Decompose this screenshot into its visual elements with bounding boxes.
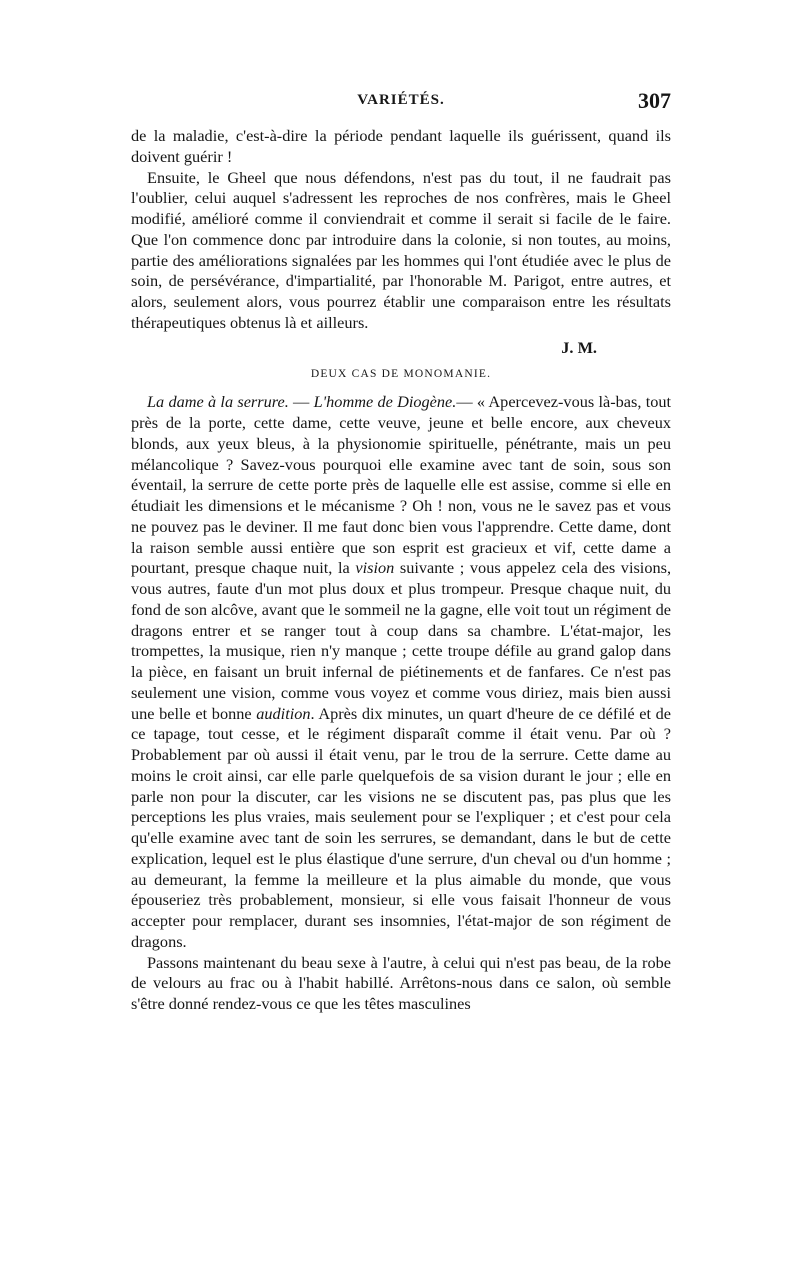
paragraph-3-text-c: . Après dix minutes, un quart d'heure de ce défilé et de ce tapage, tout cesse, et le régiment disparaît comme il était venu. Par où ? Probablement par où aussi il était venu, par le trou de la serrure. Cette dame au moins le croit ainsi, car elle parle quelquefois de sa vision durant le jour ; elle en parle non pour la discuter, car les visions ne se discutent pas, pas plus que les perceptions les plus vraies, mais seulement pour se l'expliquer ; et c'est pour cela qu'elle examine avec tant de soin les serrures, se demandant, dans le but de cette explication, lequel est le plus élastique d'une serrure, d'un cheval ou d'un homme ; au demeurant, la femme la meilleure et la plus aimable du monde, que vous épouseriez très probablement, monsieur, si elle vous faisait l'honneur de vous accepter pour remplacer, durant ses insomnies, l'état-major de son régiment de dragons. — [131, 703, 671, 951]
paragraph-2: Ensuite, le Gheel que nous défendons, n'est pas du tout, il ne faudrait pas l'oublier, celui auquel s'adressent les reproches de nos confrères, mais le Gheel modifié, amélioré comme il conviendrait et comme il serait si facile de le faire. Que l'on commence donc par introduire dans la colonie, si non toutes, au moins, partie des améliorations signalées par les hommes qui l'ont étudiée avec le plus de soin, de persévérance, d'impartialité, par l'honorable M. Parigot, entre autres, et alors, seulement alors, vous pourrez établir une comparaison entre les résultats thérapeutiques obtenus là et ailleurs. — [131, 167, 671, 332]
paragraph-4: Passons maintenant du beau sexe à l'autre, à celui qui n'est pas beau, de la robe de velours au frac ou à l'habit habillé. Arrêtons-nous dans ce salon, où semble s'être donné rendez-vous ce que les têtes masculines — [131, 952, 671, 1013]
page-number: 307 — [638, 88, 671, 113]
emphasis-audition: audition — [256, 703, 311, 723]
paragraph-3-text-b: suivante ; vous appelez cela des visions, vous autres, faute d'un mot plus doux et plus trompeur. Presque chaque nuit, du fond de son alcôve, avant que le sommeil ne la gagne, elle voit tout un régiment de dragons entrer et se ranger tout à coup dans sa chambre. L'état-major, les trompettes, la musique, rien n'y manque ; cette troupe défile au grand galop dans la pièce, en faisant un bruit infernal de piétinements et de fanfares. Ce n'est pas seulement une vision, comme vous voyez et comme vous diriez, mais bien aussi une belle et bonne — [131, 558, 672, 723]
running-title: VARIÉTÉS. — [357, 92, 445, 108]
paragraph-3 — [131, 392, 671, 952]
case-title-separator: — — [288, 392, 314, 412]
page-body — [131, 126, 671, 1015]
section-title: DEUX CAS DE MONOMANIE. — [310, 368, 492, 381]
emphasis-vision: vision — [355, 558, 395, 578]
paragraph-3-text-a: — « Apercevez-vous là-bas, tout près de la porte, cette dame, cette veuve, jeune et belle encore, aux cheveux blonds, aux yeux bleus, à la physionomie spirituelle, pénétrante, mais un peu mélancolique ? Savez-vous pourquoi elle examine avec tant de soin, sous son éventail, la serrure de cette porte près de laquelle elle est assise, comme si elle en étudiait les dimensions et le mécanisme ? Oh ! non, vous ne le savez pas et vous ne pouvez pas le deviner. Il me faut donc bien vous l'apprendre. Cette dame, dont la raison semble aussi entière que son esprit est gracieux et vif, cette dame a pourtant, presque chaque nuit, la — [131, 392, 672, 578]
page-header — [131, 88, 671, 118]
case-title-2: L'homme de Diogène. — [313, 392, 457, 412]
signature: J. M. — [561, 337, 597, 357]
paragraph-1: de la maladie, c'est-à-dire la période pendant laquelle ils guérissent, quand ils doivent guérir ! — [131, 126, 671, 166]
case-title-1: La dame à la serrure. — [147, 392, 289, 412]
